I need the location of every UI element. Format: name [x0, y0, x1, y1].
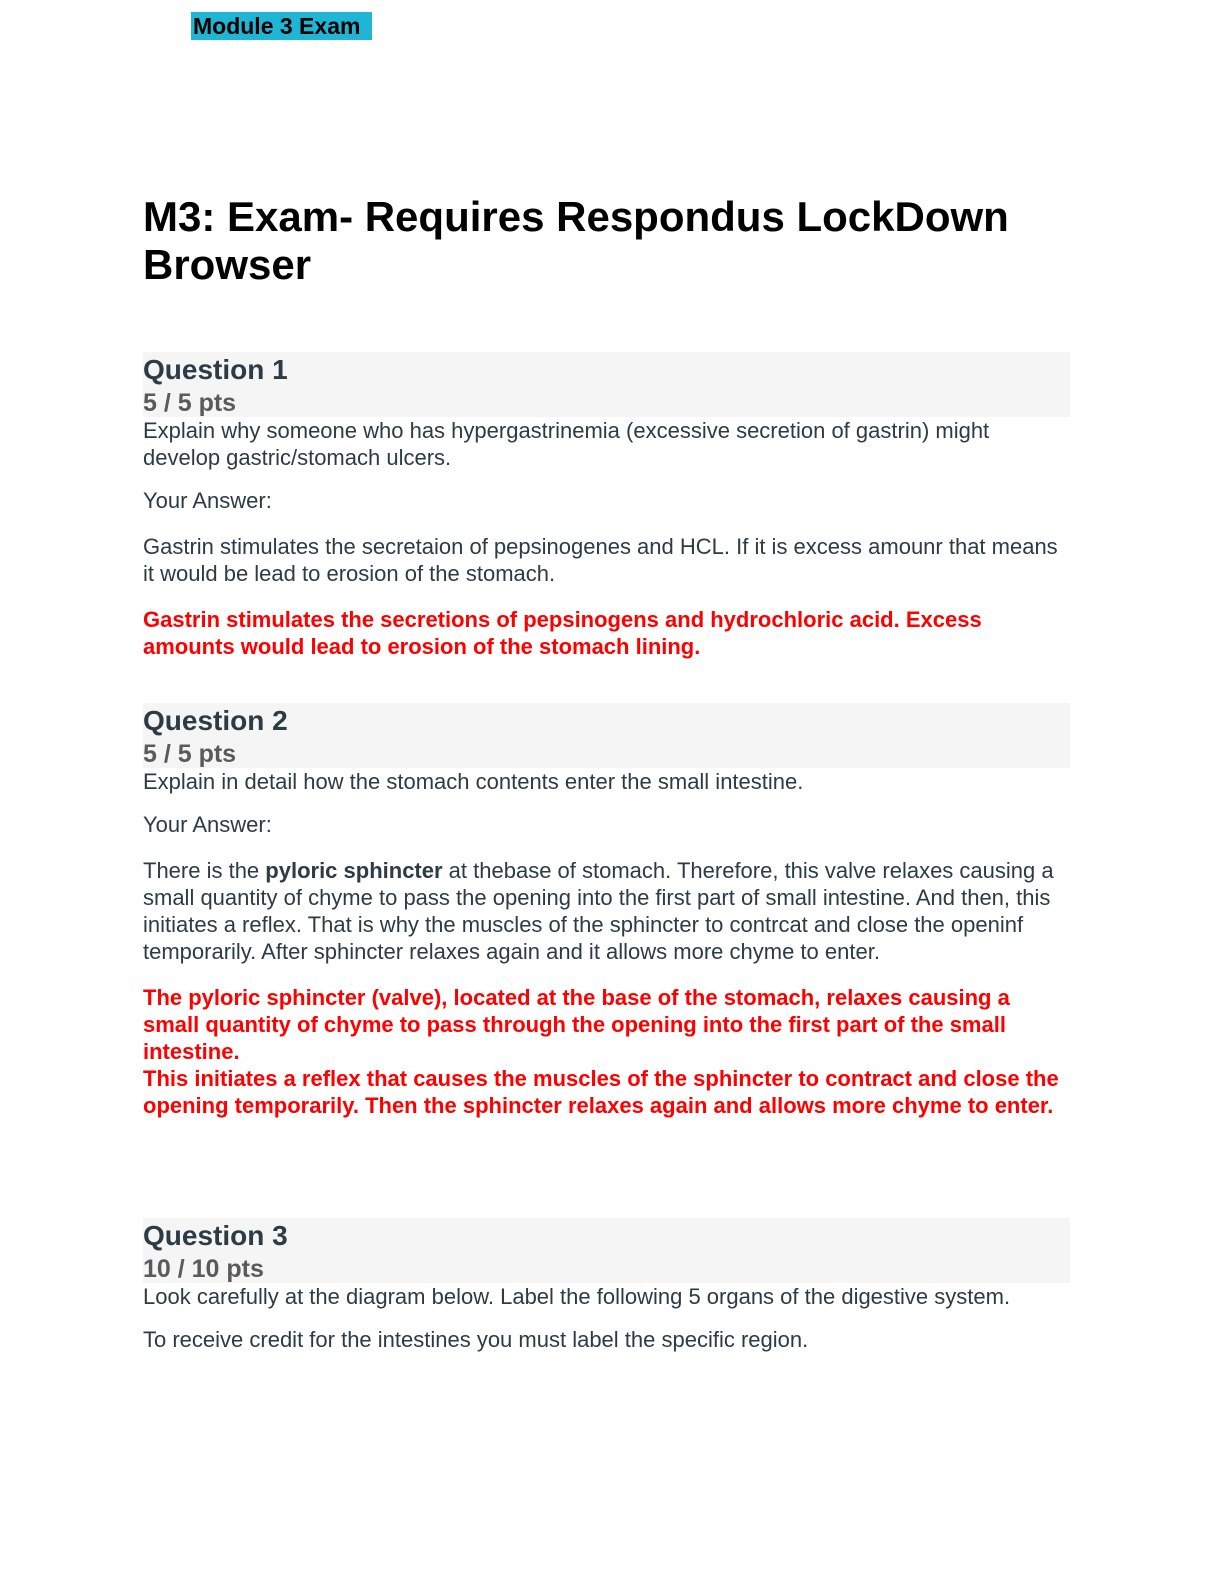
- question-points: 5 / 5 pts: [143, 740, 237, 768]
- question-1: [143, 352, 1070, 660]
- question-title: Question 3: [143, 1220, 288, 1251]
- answer-label: Your Answer:: [143, 812, 272, 837]
- answer-text-bold: pyloric sphincter: [265, 858, 443, 883]
- student-answer: Gastrin stimulates the secretaion of pepsinogenes and HCL. If it is excess amounr that means it would be lead to erosion of the stomach.: [143, 534, 1058, 586]
- answer-label: Your Answer:: [143, 488, 272, 513]
- page-title: M3: Exam- Requires Respondus LockDown Browser: [143, 193, 1009, 288]
- answer-text-post: at thebase of stomach. Therefore, this valve relaxes causing a small quantity of chyme to pass the opening into the first part of small intestine. And then, this initiates a reflex. That is why the muscles of the sphincter to contrcat and close the openinf temporarily. After sphincter relaxes again and it allows more chyme to enter.: [143, 858, 1054, 964]
- module-tag: Module 3 Exam: [191, 12, 372, 40]
- question-prompt: Explain why someone who has hypergastrinemia (excessive secretion of gastrin) might develop gastric/stomach ulcers.: [143, 418, 990, 470]
- correct-answer: Gastrin stimulates the secretions of pepsinogens and hydrochloric acid. Excess amounts would lead to erosion of the stomach lining.: [143, 607, 982, 659]
- question-3: [143, 1218, 1070, 1353]
- question-prompt: Look carefully at the diagram below. Label the following 5 organs of the digestive system.: [143, 1284, 1011, 1309]
- correct-answer-part-2: This initiates a reflex that causes the muscles of the sphincter to contract and close the opening temporarily. Then the sphincter relaxes again and allows more chyme to enter.: [143, 1066, 1059, 1118]
- student-answer: [143, 857, 1070, 965]
- question-prompt: Explain in detail how the stomach contents enter the small intestine.: [143, 769, 804, 794]
- correct-answer-part-1: The pyloric sphincter (valve), located at the base of the stomach, relaxes causing a small quantity of chyme to pass through the opening into the first part of the small intestine.: [143, 985, 1010, 1064]
- question-header: [143, 1218, 1070, 1283]
- question-header: [143, 703, 1070, 768]
- question-note: To receive credit for the intestines you must label the specific region.: [143, 1327, 809, 1352]
- question-title: Question 2: [143, 705, 288, 736]
- answer-text-pre: There is the: [143, 858, 266, 883]
- question-title: Question 1: [143, 354, 288, 385]
- question-points: 5 / 5 pts: [143, 389, 237, 417]
- question-points: 10 / 10 pts: [143, 1255, 264, 1283]
- question-2: [143, 703, 1070, 1119]
- question-header: [143, 352, 1070, 417]
